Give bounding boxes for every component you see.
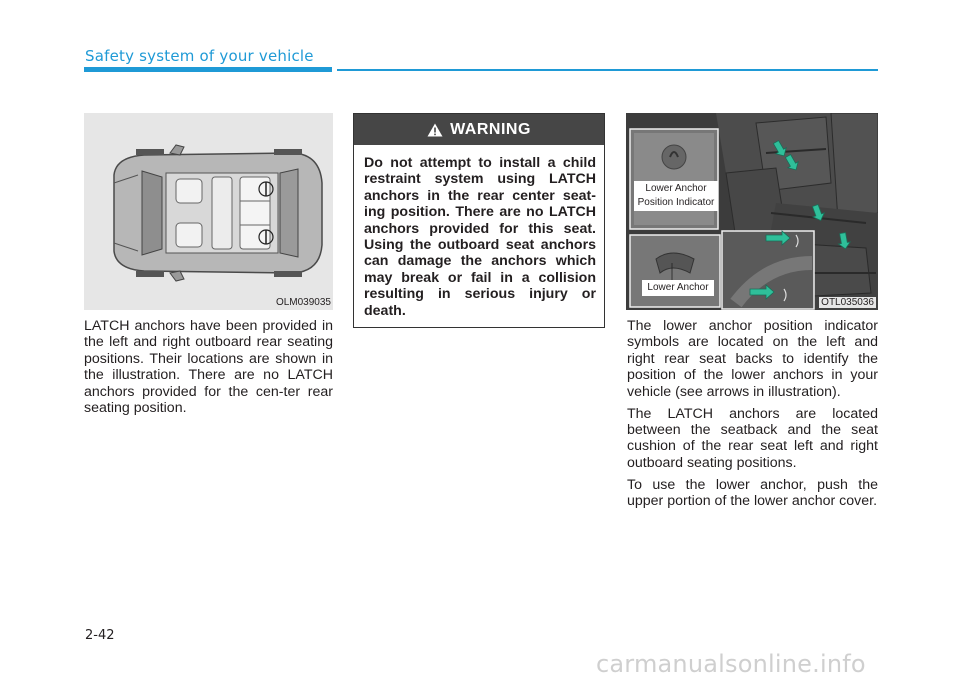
header-rule-thick	[84, 67, 332, 72]
callout-lower-anchor	[642, 280, 714, 296]
figure-code-right: OTL035036	[821, 297, 874, 308]
figure-code-left: OLM039035	[275, 297, 331, 308]
left-paragraph	[84, 318, 333, 422]
warning-text: Do not attempt to install a child restraint system using LATCH anchors in the rear center seat-ing position. There are no LATCH anchors provided for this seat. Using the outboard seat anchors can damage the anchors which may break or fail in a collision resulting in serious injury or death.	[364, 155, 596, 319]
header-rule-thin	[337, 69, 878, 71]
indicator-paragraph: The lower anchor position indicator symbols are located on the left and right rear seat backs to identify the position of the lower anchors in your vehicle (see arrows in illustration).	[627, 318, 878, 400]
rear-seat-photo-figure	[626, 113, 878, 310]
watermark-text: carmanualsonline.info	[596, 650, 866, 678]
right-paragraphs	[627, 318, 878, 515]
section-title: Safety system of your vehicle	[85, 47, 314, 65]
latch-intro-text: LATCH anchors have been provided in the left and right outboard rear seating positions. Their locations are shown in the illustration. There are no LATCH anchors provided for the cen-ter rear seating position.	[84, 318, 333, 417]
callout-anchor-label: Lower Anchor	[647, 282, 709, 293]
callout-indicator-line1: Lower Anchor	[645, 183, 707, 194]
page-number: 2-42	[85, 628, 115, 643]
callout-indicator-line2: Position Indicator	[637, 197, 715, 208]
vehicle-topview-figure	[84, 113, 333, 310]
warning-header	[354, 114, 604, 145]
warning-box	[353, 113, 605, 328]
warning-triangle-icon	[427, 123, 443, 137]
vehicle-topview-illustration	[84, 113, 333, 310]
anchor-usage-paragraph: To use the lower anchor, push the upper portion of the lower anchor cover.	[627, 476, 878, 510]
callout-lower-anchor-position-indicator	[634, 181, 718, 211]
warning-title: WARNING	[450, 120, 531, 138]
anchor-location-paragraph: The LATCH anchors are located between the seatback and the seat cushion of the rear seat left and right outboard seating positions.	[627, 405, 878, 471]
